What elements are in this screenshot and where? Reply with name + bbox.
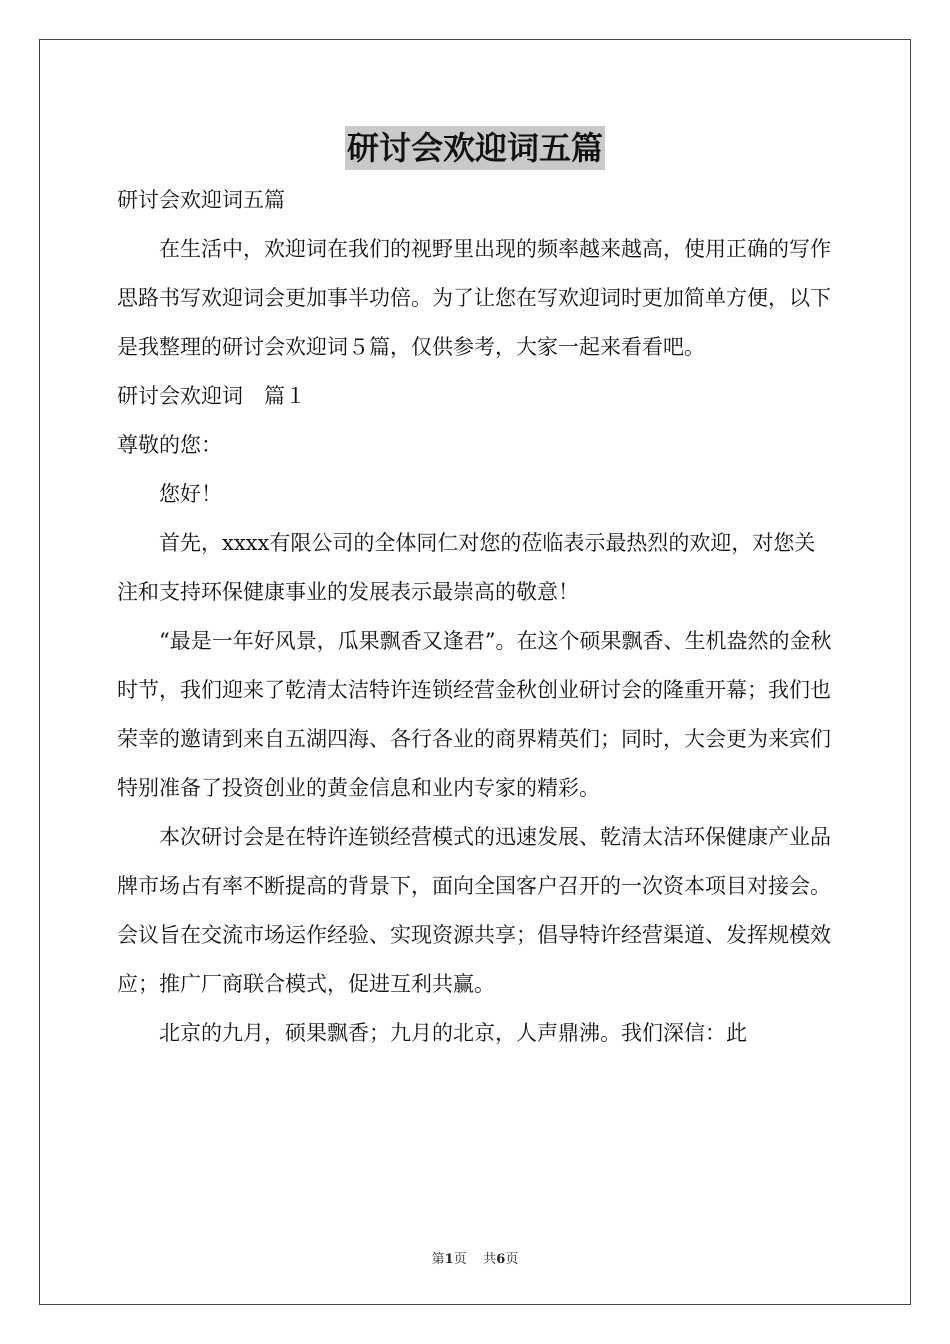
document-title: 研讨会欢迎词五篇: [345, 126, 605, 170]
paragraph: 本次研讨会是在特许连锁经营模式的迅速发展、乾清太洁环保健康产业品牌市场占有率不断提高的背景下，面向全国客户召开的一次资本项目对接会。会议旨在交流市场运作经验、实现资源共享；倡导特许经营渠道、发挥规模效应；推广厂商联合模式，促进互利共赢。: [117, 825, 831, 996]
title-container: [0, 126, 950, 170]
footer-total-pages: 6: [496, 1252, 506, 1267]
paragraph: 尊敬的您：: [117, 433, 222, 457]
footer-total-suffix: 页: [505, 1252, 519, 1267]
paragraph: 您好！: [159, 482, 222, 506]
paragraph: 研讨会欢迎词五篇: [117, 188, 285, 212]
paragraph: 首先，xxxx有限公司的全体同仁对您的莅临表示最热烈的欢迎，对您关注和支持环保健康事业的发展表示最崇高的敬意！: [117, 531, 816, 604]
footer-page-prefix: 第: [431, 1252, 445, 1267]
footer-total-prefix: 共: [483, 1252, 497, 1267]
document-body: [117, 176, 835, 1058]
paragraph: 在生活中，欢迎词在我们的视野里出现的频率越来越高，使用正确的写作思路书写欢迎词会更加事半功倍。为了让您在写欢迎词时更加简单方便，以下是我整理的研讨会欢迎词５篇，仅供参考，大家一起来看看吧。: [117, 237, 831, 359]
paragraph: 研讨会欢迎词 篇１: [117, 384, 306, 408]
paragraph: 北京的九月，硕果飘香；九月的北京，人声鼎沸。我们深信：此: [159, 1021, 747, 1045]
page-footer: [0, 1248, 950, 1267]
footer-page-number: 1: [444, 1252, 454, 1267]
footer-page-suffix: 页: [453, 1252, 467, 1267]
paragraph: “最是一年好风景，瓜果飘香又逢君”。在这个硕果飘香、生机盎然的金秋时节，我们迎来了乾清太洁特许连锁经营金秋创业研讨会的隆重开幕；我们也荣幸的邀请到来自五湖四海、各行各业的商界精英们；同时，大会更为来宾们特别准备了投资创业的黄金信息和业内专家的精彩。: [117, 629, 832, 800]
